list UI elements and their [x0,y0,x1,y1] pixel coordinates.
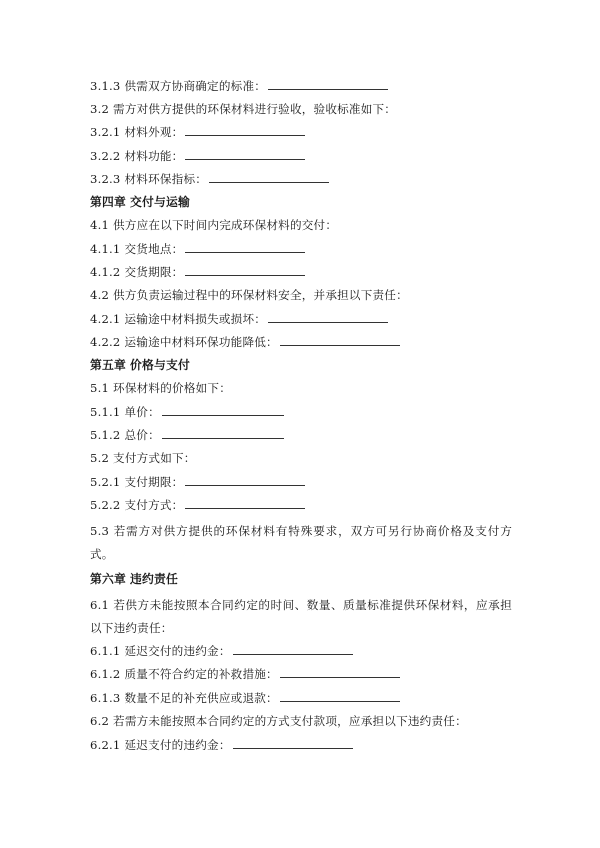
chapter-6-heading [90,571,512,587]
clause-number: 6.1.1 [90,644,121,658]
clause-text: 材料外观： [124,125,184,139]
clause-number: 5.1 [90,381,110,395]
clause-text: 总价： [124,428,160,442]
clause-6-1-3 [90,690,512,706]
clause-number: 6.1.3 [90,691,121,705]
chapter-number: 第六章 [90,572,126,586]
clause-number: 6.2 [90,714,110,728]
clause-text: 延迟交付的违约金： [124,644,231,658]
clause-number: 3.1.3 [90,79,121,93]
clause-5-2-1 [90,474,512,490]
clause-6-2 [90,713,512,729]
fill-blank[interactable] [185,497,305,509]
clause-text: 供方负责运输过程中的环保材料安全，并承担以下责任： [113,288,408,302]
fill-blank[interactable] [280,334,400,346]
fill-blank[interactable] [233,643,353,655]
fill-blank[interactable] [280,666,400,678]
chapter-5-heading [90,357,512,373]
clause-number: 3.2.1 [90,125,121,139]
clause-text: 材料环保指标： [124,172,208,186]
chapter-title: 违约责任 [130,572,178,586]
clause-text: 环保材料的价格如下： [113,381,231,395]
clause-4-1 [90,217,512,233]
clause-3-2 [90,101,512,117]
clause-6-1-2 [90,666,512,682]
clause-number: 5.2.2 [90,498,121,512]
fill-blank[interactable] [185,264,305,276]
fill-blank[interactable] [268,78,388,90]
chapter-title: 价格与支付 [130,358,190,372]
clause-number: 5.1.2 [90,428,121,442]
clause-5-1-1 [90,404,512,420]
clause-number: 5.1.1 [90,405,121,419]
clause-4-1-2 [90,264,512,280]
fill-blank[interactable] [185,241,305,253]
clause-number: 6.2.1 [90,738,121,752]
clause-text: 需方对供方提供的环保材料进行验收，验收标准如下： [113,102,397,116]
clause-text: 材料功能： [124,149,184,163]
clause-text: 质量不符合约定的补救措施： [124,667,278,681]
clause-text: 运输途中材料损失或损坏： [124,312,267,326]
clause-number: 3.2.2 [90,149,121,163]
clause-text: 交货地点： [124,242,184,256]
clause-5-2-2 [90,497,512,513]
clause-text: 支付方式： [124,498,184,512]
clause-3-2-1 [90,124,512,140]
clause-text: 若需方未能按照本合同约定的方式支付款项，应承担以下违约责任： [113,714,467,728]
clause-4-2 [90,287,512,303]
clause-text: 延迟支付的违约金： [124,738,231,752]
clause-number: 5.3 [90,524,110,538]
clause-text: 运输途中材料环保功能降低： [124,335,278,349]
clause-number: 6.1 [90,598,110,612]
clause-4-1-1 [90,241,512,257]
chapter-number: 第四章 [90,195,126,209]
clause-number: 4.2 [90,288,110,302]
clause-number: 3.2.3 [90,172,121,186]
fill-blank[interactable] [209,171,329,183]
fill-blank[interactable] [162,427,284,439]
clause-text: 数量不足的补充供应或退款： [124,691,278,705]
clause-number: 5.2 [90,451,110,465]
fill-blank[interactable] [185,124,305,136]
clause-number: 4.1 [90,218,110,232]
clause-number: 4.1.1 [90,242,121,256]
clause-text: 若供方未能按照本合同约定的时间、数量、质量标准提供环保材料，应承担以下违约责任： [90,598,512,635]
clause-number: 4.2.1 [90,312,121,326]
clause-5-2 [90,450,512,466]
clause-6-2-1 [90,737,512,753]
fill-blank[interactable] [233,737,353,749]
clause-5-1 [90,380,512,396]
clause-6-1-1 [90,643,512,659]
clause-3-2-3 [90,171,512,187]
clause-text: 交货期限： [124,265,184,279]
clause-text: 单价： [124,405,160,419]
clause-text: 若需方对供方提供的环保材料有特殊要求，双方可另行协商价格及支付方式。 [90,524,512,561]
fill-blank[interactable] [185,148,305,160]
clause-number: 5.2.1 [90,475,121,489]
clause-number: 4.2.2 [90,335,121,349]
fill-blank[interactable] [280,690,400,702]
fill-blank[interactable] [268,311,388,323]
clause-5-3 [90,520,512,566]
chapter-number: 第五章 [90,358,126,372]
clause-number: 3.2 [90,102,110,116]
fill-blank[interactable] [185,474,305,486]
clause-text: 供需双方协商确定的标准： [124,79,267,93]
clause-6-1 [90,594,512,640]
chapter-title: 交付与运输 [130,195,190,209]
clause-text: 供方应在以下时间内完成环保材料的交付： [113,218,338,232]
clause-4-2-1 [90,311,512,327]
chapter-4-heading [90,194,512,210]
fill-blank[interactable] [162,404,284,416]
clause-text: 支付期限： [124,475,184,489]
clause-4-2-2 [90,334,512,350]
clause-3-1-3 [90,78,512,94]
clause-text: 支付方式如下： [113,451,196,465]
clause-number: 4.1.2 [90,265,121,279]
clause-5-1-2 [90,427,512,443]
clause-3-2-2 [90,148,512,164]
clause-number: 6.1.2 [90,667,121,681]
